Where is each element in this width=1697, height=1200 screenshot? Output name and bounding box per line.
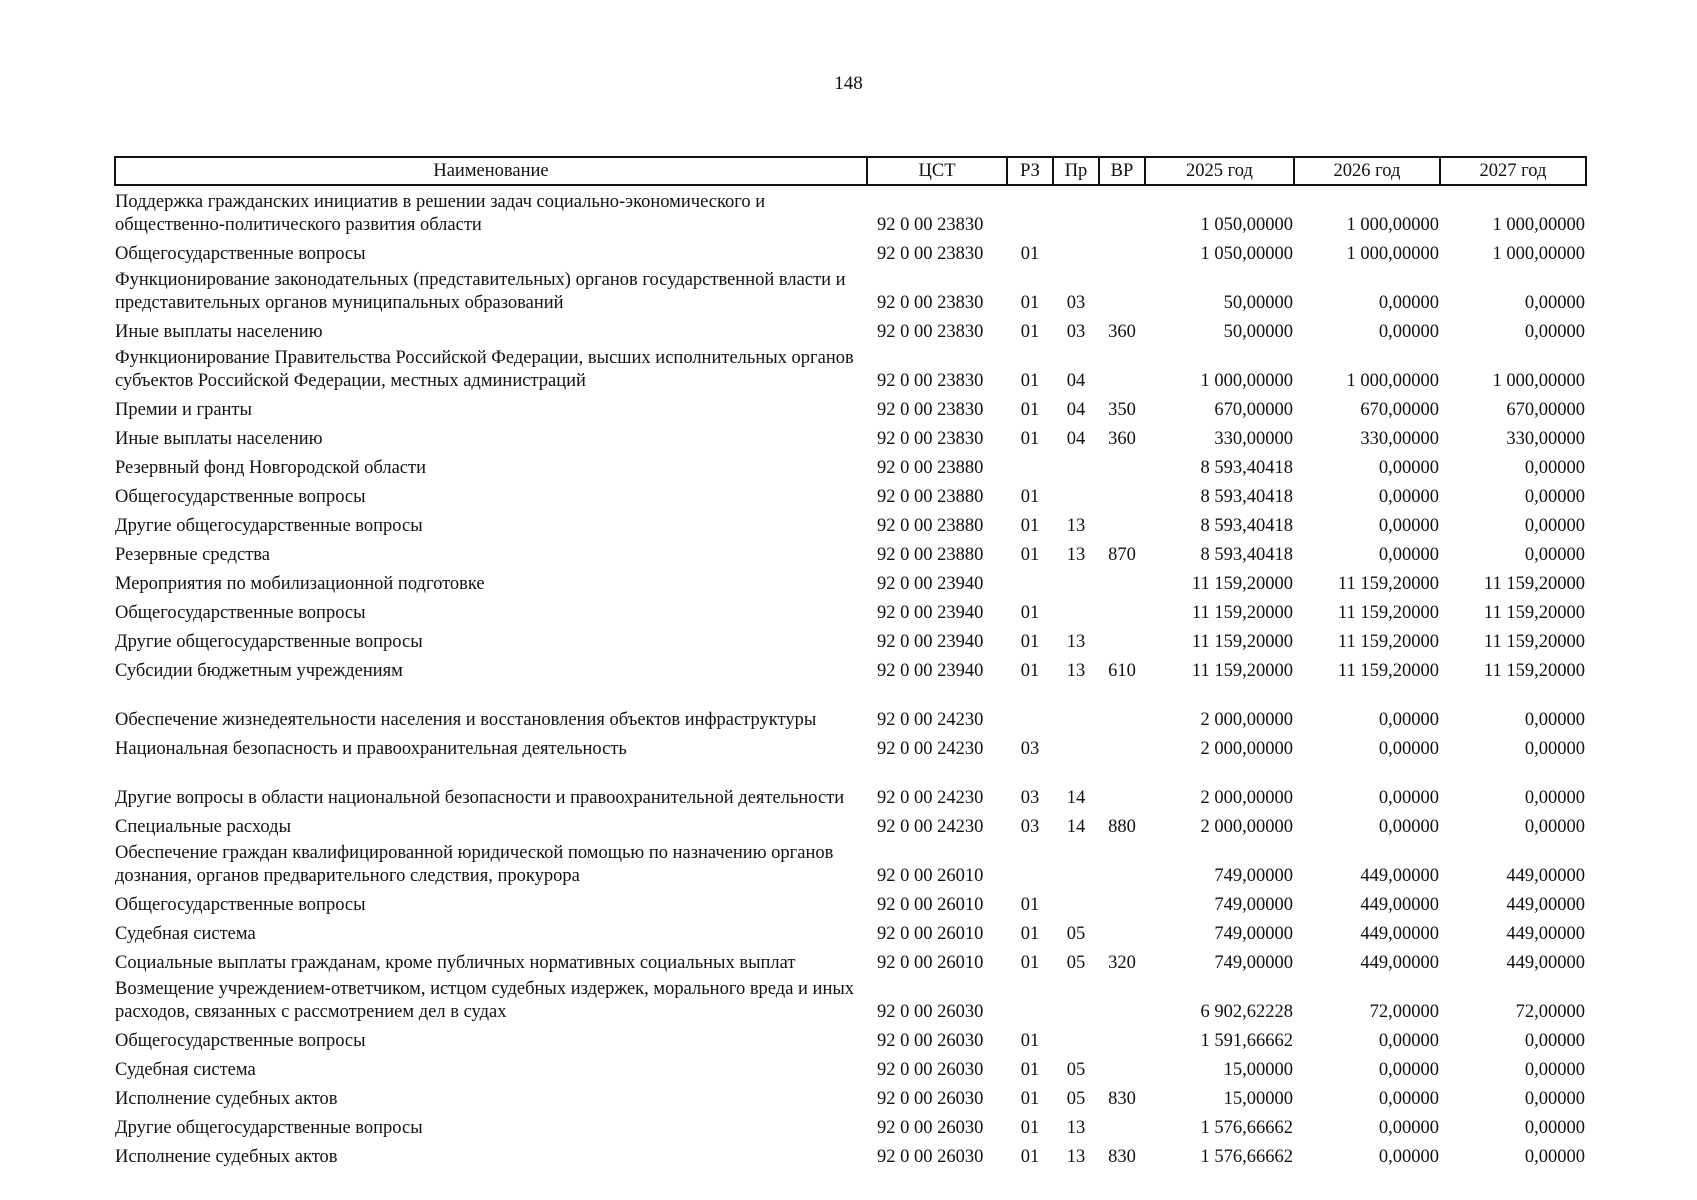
row-vr	[1099, 1111, 1145, 1140]
row-vr: 360	[1108, 322, 1136, 342]
row-2026: 11 159,20000	[1337, 632, 1439, 652]
row-2027: 1 000,00000	[1492, 244, 1585, 264]
row-2026: 1 000,00000	[1346, 244, 1439, 264]
row-vr	[1099, 344, 1145, 393]
row-cst: 92 0 00 23830	[877, 244, 984, 264]
row-vr	[1099, 1024, 1145, 1053]
row-name: Обеспечение граждан квалифицированной юридической помощью по назначению органов дознания, органов предварительного следствия, прокурора	[115, 843, 834, 886]
table-row	[115, 1082, 1586, 1111]
row-2025: 8 593,40418	[1200, 458, 1293, 478]
row-name: Специальные расходы	[115, 817, 291, 837]
row-2027: 0,00000	[1524, 739, 1585, 759]
table-row	[115, 888, 1586, 917]
row-2026: 0,00000	[1378, 1147, 1439, 1167]
row-name: Премии и гранты	[115, 400, 252, 420]
table-row	[115, 654, 1586, 683]
row-rz: 01	[1020, 895, 1040, 915]
row-pr	[1053, 451, 1099, 480]
row-rz: 01	[1020, 1031, 1040, 1051]
table-row	[115, 422, 1586, 451]
row-2026: 0,00000	[1378, 516, 1439, 536]
row-2025: 8 593,40418	[1200, 487, 1293, 507]
row-2026: 449,00000	[1360, 924, 1439, 944]
row-2025: 749,00000	[1214, 924, 1293, 944]
row-cst: 92 0 00 26010	[877, 953, 984, 973]
row-2025: 2 000,00000	[1200, 739, 1293, 759]
row-pr	[1053, 732, 1099, 761]
row-vr	[1099, 596, 1145, 625]
row-2026: 330,00000	[1360, 429, 1439, 449]
row-vr	[1099, 1053, 1145, 1082]
row-rz: 01	[1020, 293, 1040, 313]
row-2027: 0,00000	[1524, 1060, 1585, 1080]
row-name: Функционирование Правительства Российской Федерации, высших исполнительных органов субъектов Российской Федерации, местных администраций	[115, 348, 854, 391]
row-vr	[1099, 185, 1145, 237]
row-2025: 11 159,20000	[1191, 632, 1293, 652]
row-cst: 92 0 00 24230	[877, 817, 984, 837]
row-rz: 01	[1020, 1147, 1040, 1167]
row-pr: 13	[1066, 545, 1086, 565]
row-2026: 0,00000	[1378, 322, 1439, 342]
table-row	[115, 266, 1586, 315]
row-name: Судебная система	[115, 1060, 256, 1080]
table-row	[115, 917, 1586, 946]
row-pr: 13	[1066, 516, 1086, 536]
row-pr	[1053, 185, 1099, 237]
row-pr	[1053, 567, 1099, 596]
row-cst: 92 0 00 26030	[877, 1147, 984, 1167]
row-name: Возмещение учреждением-ответчиком, истцом судебных издержек, морального вреда и иных расходов, связанных с рассмотрением дел в судах	[115, 979, 855, 1022]
row-2027: 449,00000	[1506, 895, 1585, 915]
row-name: Исполнение судебных актов	[115, 1089, 338, 1109]
row-rz: 01	[1020, 1118, 1040, 1138]
table-row	[115, 839, 1586, 888]
row-rz: 01	[1020, 429, 1040, 449]
row-cst: 92 0 00 23830	[877, 400, 984, 420]
row-2027: 1 000,00000	[1492, 371, 1585, 391]
row-2026: 0,00000	[1378, 739, 1439, 759]
row-cst: 92 0 00 26030	[877, 1031, 984, 1051]
row-pr	[1053, 683, 1099, 732]
row-2027: 330,00000	[1506, 429, 1585, 449]
row-name: Иные выплаты населению	[115, 322, 323, 342]
row-2026: 0,00000	[1378, 1031, 1439, 1051]
row-2027: 0,00000	[1524, 1118, 1585, 1138]
row-vr: 880	[1108, 817, 1136, 837]
row-pr: 05	[1066, 1089, 1086, 1109]
row-2027: 0,00000	[1524, 545, 1585, 565]
row-vr	[1099, 732, 1145, 761]
row-2026: 11 159,20000	[1337, 603, 1439, 623]
row-pr	[1053, 975, 1099, 1024]
row-cst: 92 0 00 23830	[877, 371, 984, 391]
row-rz	[1007, 567, 1053, 596]
table-row	[115, 1053, 1586, 1082]
table-row	[115, 393, 1586, 422]
row-cst: 92 0 00 23940	[877, 603, 984, 623]
row-vr	[1099, 509, 1145, 538]
row-name: Функционирование законодательных (представительных) органов государственной власти и представительных органов муниципальных образований	[115, 270, 846, 313]
row-vr	[1099, 683, 1145, 732]
table-row	[115, 538, 1586, 567]
row-rz: 01	[1020, 1089, 1040, 1109]
row-2026: 1 000,00000	[1346, 371, 1439, 391]
header-2025: 2025 год	[1145, 157, 1294, 185]
row-cst: 92 0 00 24230	[877, 788, 984, 808]
row-2025: 8 593,40418	[1200, 516, 1293, 536]
row-name: Судебная система	[115, 924, 256, 944]
row-rz: 01	[1020, 487, 1040, 507]
table-row	[115, 1024, 1586, 1053]
row-name: Общегосударственные вопросы	[115, 603, 366, 623]
row-pr: 13	[1066, 661, 1086, 681]
row-2025: 670,00000	[1214, 400, 1293, 420]
row-2025: 749,00000	[1214, 953, 1293, 973]
row-rz: 01	[1020, 516, 1040, 536]
row-2025: 2 000,00000	[1200, 817, 1293, 837]
row-2026: 449,00000	[1360, 895, 1439, 915]
table-row	[115, 810, 1586, 839]
row-cst: 92 0 00 26010	[877, 924, 984, 944]
row-pr: 05	[1066, 1060, 1086, 1080]
row-2027: 0,00000	[1524, 788, 1585, 808]
row-2025: 749,00000	[1214, 895, 1293, 915]
row-vr	[1099, 917, 1145, 946]
row-pr: 14	[1066, 817, 1086, 837]
row-vr: 830	[1108, 1089, 1136, 1109]
row-rz: 01	[1020, 1060, 1040, 1080]
row-pr: 03	[1066, 322, 1086, 342]
row-2026: 11 159,20000	[1337, 661, 1439, 681]
row-name: Национальная безопасность и правоохранительная деятельность	[115, 739, 627, 759]
row-pr: 04	[1066, 429, 1086, 449]
row-cst: 92 0 00 26010	[877, 866, 984, 886]
row-2026: 72,00000	[1369, 1002, 1439, 1022]
table-row	[115, 451, 1586, 480]
row-rz: 01	[1020, 322, 1040, 342]
row-cst: 92 0 00 26030	[877, 1118, 984, 1138]
table-row	[115, 1111, 1586, 1140]
row-2026: 0,00000	[1378, 293, 1439, 313]
row-name: Другие вопросы в области национальной безопасности и правоохранительной деятельности	[115, 788, 845, 808]
row-cst: 92 0 00 24230	[877, 739, 984, 759]
row-vr: 360	[1108, 429, 1136, 449]
row-2027: 0,00000	[1524, 487, 1585, 507]
table-row	[115, 596, 1586, 625]
row-2025: 11 159,20000	[1191, 603, 1293, 623]
row-2025: 1 000,00000	[1200, 371, 1293, 391]
row-cst: 92 0 00 23830	[877, 322, 984, 342]
row-rz: 01	[1020, 632, 1040, 652]
row-rz: 01	[1020, 661, 1040, 681]
table-row	[115, 625, 1586, 654]
row-vr	[1099, 761, 1145, 810]
row-vr	[1099, 567, 1145, 596]
row-name: Обеспечение жизнедеятельности населения и восстановления объектов инфраструктуры	[115, 710, 817, 730]
row-2025: 1 576,66662	[1200, 1147, 1293, 1167]
row-2026: 0,00000	[1378, 487, 1439, 507]
header-rz: РЗ	[1007, 157, 1053, 185]
row-vr	[1099, 975, 1145, 1024]
row-2026: 11 159,20000	[1337, 574, 1439, 594]
row-pr: 05	[1066, 924, 1086, 944]
row-2026: 0,00000	[1378, 1118, 1439, 1138]
header-2026: 2026 год	[1294, 157, 1440, 185]
row-pr	[1053, 596, 1099, 625]
row-2025: 15,00000	[1223, 1089, 1293, 1109]
row-pr: 04	[1066, 371, 1086, 391]
row-rz	[1007, 185, 1053, 237]
row-vr: 830	[1108, 1147, 1136, 1167]
row-pr	[1053, 1024, 1099, 1053]
row-vr	[1099, 237, 1145, 266]
row-cst: 92 0 00 23830	[877, 293, 984, 313]
table-row	[115, 975, 1586, 1024]
row-2027: 0,00000	[1524, 322, 1585, 342]
row-2027: 449,00000	[1506, 924, 1585, 944]
table-row	[115, 480, 1586, 509]
table-row	[115, 761, 1586, 810]
row-rz: 01	[1020, 371, 1040, 391]
row-name: Другие общегосударственные вопросы	[115, 1118, 423, 1138]
row-cst: 92 0 00 23880	[877, 458, 984, 478]
row-pr	[1053, 839, 1099, 888]
row-2027: 0,00000	[1524, 817, 1585, 837]
header-cst: ЦСТ	[867, 157, 1007, 185]
row-2025: 2 000,00000	[1200, 788, 1293, 808]
row-name: Социальные выплаты гражданам, кроме публичных нормативных социальных выплат	[115, 953, 796, 973]
header-vr: ВР	[1099, 157, 1145, 185]
table-row	[115, 344, 1586, 393]
row-cst: 92 0 00 23880	[877, 487, 984, 507]
row-name: Резервный фонд Новгородской области	[115, 458, 426, 478]
row-2027: 11 159,20000	[1483, 632, 1585, 652]
table-row	[115, 509, 1586, 538]
row-2027: 72,00000	[1515, 1002, 1585, 1022]
row-2027: 670,00000	[1506, 400, 1585, 420]
row-2027: 11 159,20000	[1483, 661, 1585, 681]
row-2025: 749,00000	[1214, 866, 1293, 886]
row-2026: 670,00000	[1360, 400, 1439, 420]
row-2025: 50,00000	[1223, 293, 1293, 313]
budget-table	[114, 156, 1587, 1169]
row-rz: 03	[1020, 788, 1040, 808]
row-2025: 1 576,66662	[1200, 1118, 1293, 1138]
row-vr	[1099, 625, 1145, 654]
row-rz	[1007, 683, 1053, 732]
row-2025: 1 050,00000	[1200, 244, 1293, 264]
row-2025: 8 593,40418	[1200, 545, 1293, 565]
table-row	[115, 567, 1586, 596]
row-name: Субсидии бюджетным учреждениям	[115, 661, 403, 681]
row-pr: 04	[1066, 400, 1086, 420]
row-name: Иные выплаты населению	[115, 429, 323, 449]
row-rz	[1007, 451, 1053, 480]
row-2025: 1 591,66662	[1200, 1031, 1293, 1051]
row-vr	[1099, 888, 1145, 917]
row-rz: 01	[1020, 244, 1040, 264]
row-pr: 14	[1066, 788, 1086, 808]
row-rz: 03	[1020, 817, 1040, 837]
row-cst: 92 0 00 23830	[877, 429, 984, 449]
row-name: Резервные средства	[115, 545, 270, 565]
row-pr: 13	[1066, 632, 1086, 652]
row-rz	[1007, 839, 1053, 888]
row-2026: 1 000,00000	[1346, 215, 1439, 235]
table-row	[115, 683, 1586, 732]
row-2026: 449,00000	[1360, 866, 1439, 886]
row-cst: 92 0 00 23880	[877, 516, 984, 536]
row-cst: 92 0 00 23940	[877, 574, 984, 594]
table-header-row	[115, 157, 1586, 185]
row-vr	[1099, 266, 1145, 315]
row-vr: 320	[1108, 953, 1136, 973]
row-2027: 449,00000	[1506, 866, 1585, 886]
table-row	[115, 185, 1586, 237]
row-rz: 01	[1020, 603, 1040, 623]
row-2026: 0,00000	[1378, 1060, 1439, 1080]
row-pr	[1053, 237, 1099, 266]
row-pr	[1053, 888, 1099, 917]
header-pr: Пр	[1053, 157, 1099, 185]
row-2026: 0,00000	[1378, 788, 1439, 808]
header-2027: 2027 год	[1440, 157, 1586, 185]
row-cst: 92 0 00 23830	[877, 215, 984, 235]
row-name: Общегосударственные вопросы	[115, 895, 366, 915]
row-2026: 0,00000	[1378, 710, 1439, 730]
row-cst: 92 0 00 24230	[877, 710, 984, 730]
row-pr: 05	[1066, 953, 1086, 973]
row-rz: 01	[1020, 400, 1040, 420]
row-cst: 92 0 00 26030	[877, 1060, 984, 1080]
row-2027: 0,00000	[1524, 1031, 1585, 1051]
row-2027: 11 159,20000	[1483, 574, 1585, 594]
row-name: Поддержка гражданских инициатив в решении задач социально-экономического и общественно-политического развития области	[115, 192, 766, 235]
row-name: Общегосударственные вопросы	[115, 1031, 366, 1051]
row-2026: 0,00000	[1378, 545, 1439, 565]
table-body	[115, 185, 1586, 1169]
row-2026: 0,00000	[1378, 458, 1439, 478]
row-2025: 50,00000	[1223, 322, 1293, 342]
row-2025: 15,00000	[1223, 1060, 1293, 1080]
row-2025: 11 159,20000	[1191, 661, 1293, 681]
row-2026: 0,00000	[1378, 1089, 1439, 1109]
row-2027: 449,00000	[1506, 953, 1585, 973]
row-cst: 92 0 00 23880	[877, 545, 984, 565]
row-2025: 2 000,00000	[1200, 710, 1293, 730]
row-name: Исполнение судебных актов	[115, 1147, 338, 1167]
row-name: Общегосударственные вопросы	[115, 487, 366, 507]
table-row	[115, 1140, 1586, 1169]
row-rz: 03	[1020, 739, 1040, 759]
row-2027: 0,00000	[1524, 458, 1585, 478]
header-name: Наименование	[115, 157, 867, 185]
row-2025: 6 902,62228	[1200, 1002, 1293, 1022]
row-name: Общегосударственные вопросы	[115, 244, 366, 264]
row-2025: 330,00000	[1214, 429, 1293, 449]
row-2026: 449,00000	[1360, 953, 1439, 973]
page-number: 148	[834, 73, 863, 94]
row-pr: 03	[1066, 293, 1086, 313]
row-rz: 01	[1020, 953, 1040, 973]
row-name: Мероприятия по мобилизационной подготовке	[115, 574, 485, 594]
table-row	[115, 237, 1586, 266]
row-cst: 92 0 00 26030	[877, 1002, 984, 1022]
row-2027: 0,00000	[1524, 293, 1585, 313]
row-vr	[1099, 480, 1145, 509]
row-name: Другие общегосударственные вопросы	[115, 632, 423, 652]
row-2025: 11 159,20000	[1191, 574, 1293, 594]
row-vr	[1099, 451, 1145, 480]
row-2027: 0,00000	[1524, 516, 1585, 536]
row-rz	[1007, 975, 1053, 1024]
row-2027: 0,00000	[1524, 1089, 1585, 1109]
row-2027: 11 159,20000	[1483, 603, 1585, 623]
row-2025: 1 050,00000	[1200, 215, 1293, 235]
table-row	[115, 946, 1586, 975]
row-vr: 610	[1108, 661, 1136, 681]
row-pr: 13	[1066, 1118, 1086, 1138]
row-cst: 92 0 00 26030	[877, 1089, 984, 1109]
table-row	[115, 315, 1586, 344]
row-vr: 870	[1108, 545, 1136, 565]
table-row	[115, 732, 1586, 761]
row-cst: 92 0 00 23940	[877, 632, 984, 652]
row-pr	[1053, 480, 1099, 509]
row-2026: 0,00000	[1378, 817, 1439, 837]
row-cst: 92 0 00 26010	[877, 895, 984, 915]
row-2027: 0,00000	[1524, 710, 1585, 730]
row-rz: 01	[1020, 924, 1040, 944]
row-vr: 350	[1108, 400, 1136, 420]
row-2027: 0,00000	[1524, 1147, 1585, 1167]
row-vr	[1099, 839, 1145, 888]
row-2027: 1 000,00000	[1492, 215, 1585, 235]
row-pr: 13	[1066, 1147, 1086, 1167]
row-cst: 92 0 00 23940	[877, 661, 984, 681]
row-rz: 01	[1020, 545, 1040, 565]
row-name: Другие общегосударственные вопросы	[115, 516, 423, 536]
